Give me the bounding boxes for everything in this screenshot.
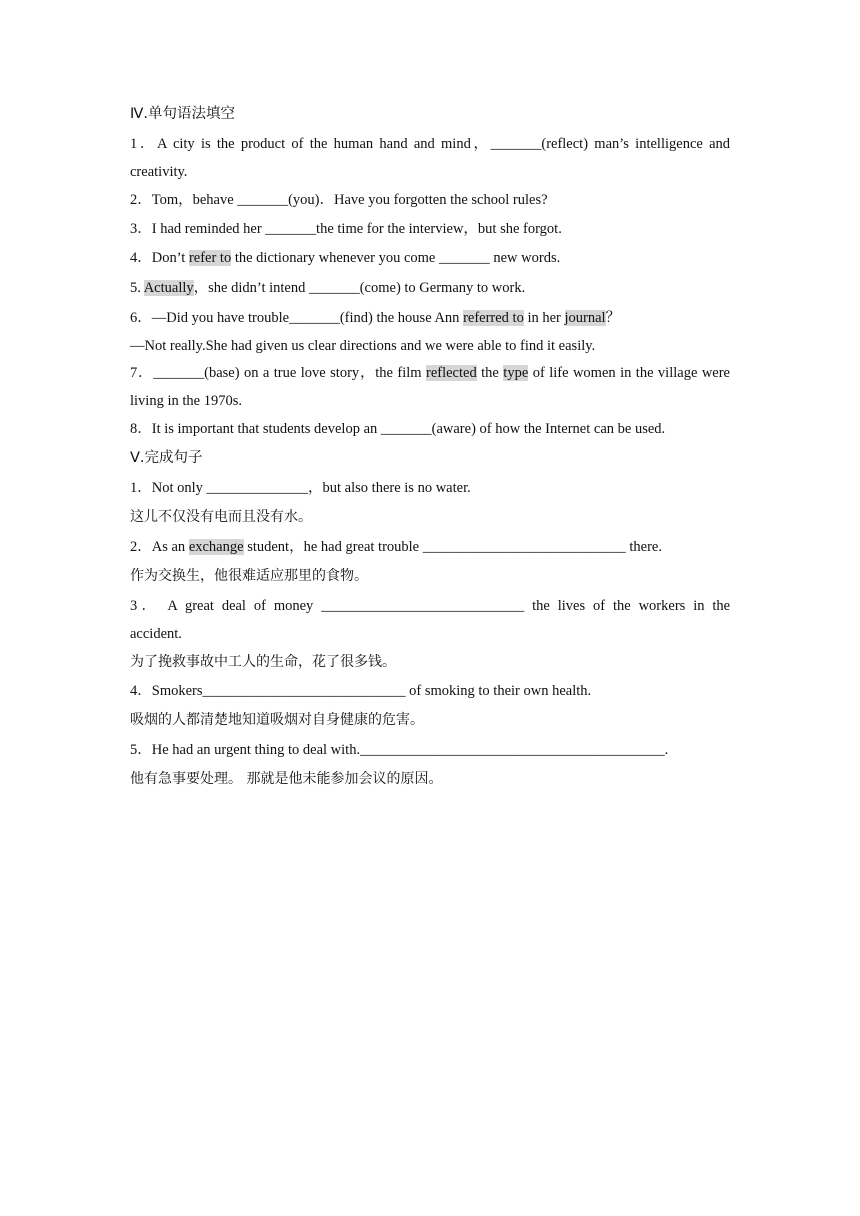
question-5-4-chinese: 吸烟的人都清楚地知道吸烟对自身健康的危害。 bbox=[130, 712, 424, 728]
question-text: . bbox=[664, 742, 669, 758]
highlighted-term: type bbox=[503, 365, 529, 381]
question-4-8 bbox=[130, 415, 730, 443]
question-number: 7． bbox=[130, 365, 154, 381]
question-number: 3． bbox=[130, 598, 161, 614]
question-5-5-chinese: 他有急事要处理。 那就是他未能参加会议的原因。 bbox=[130, 771, 443, 787]
question-word: A bbox=[167, 598, 178, 614]
fill-blank: _______ bbox=[380, 421, 432, 437]
question-number: 5． bbox=[130, 742, 152, 758]
question-word: great bbox=[184, 598, 214, 614]
question-number: 5. bbox=[130, 280, 144, 296]
fill-blank: _______ bbox=[237, 192, 289, 208]
question-4-6 bbox=[130, 304, 730, 332]
question-text: It is important that students develop an bbox=[151, 421, 381, 437]
question-number: 2． bbox=[130, 539, 152, 555]
fill-blank: ______________ bbox=[206, 480, 309, 496]
fill-blank: __________________________________________ bbox=[360, 742, 665, 758]
question-number: 3． bbox=[130, 221, 152, 237]
question-number: 2． bbox=[130, 192, 152, 208]
question-text: Not only bbox=[151, 480, 207, 496]
question-4-4 bbox=[130, 244, 730, 272]
fill-blank: _______ bbox=[153, 365, 205, 381]
question-5-2-chinese: 作为交换生，他很难适应那里的食物。 bbox=[130, 568, 368, 584]
question-4-7 bbox=[130, 359, 730, 387]
question-word: of bbox=[253, 598, 266, 614]
question-word: of bbox=[592, 598, 606, 614]
question-text: ？ bbox=[605, 310, 621, 326]
question-text: (aware) of how the Internet can be used. bbox=[431, 421, 666, 437]
question-5-3-continued: accident. bbox=[130, 626, 182, 642]
section-5-heading: Ⅴ.完成句子 bbox=[130, 450, 203, 466]
question-4-3 bbox=[130, 215, 730, 243]
fill-blank: ____________________________ bbox=[202, 683, 406, 699]
fill-blank: _______ bbox=[490, 136, 542, 152]
question-word: lives bbox=[557, 598, 586, 614]
question-text: Tom，behave bbox=[151, 192, 238, 208]
question-4-7-continued: living in the 1970s. bbox=[130, 393, 242, 409]
question-word: money bbox=[273, 598, 314, 614]
question-text: new words. bbox=[489, 250, 561, 266]
fill-blank: _______ bbox=[289, 310, 340, 326]
highlighted-term: Actually bbox=[143, 280, 194, 296]
section-4-heading: Ⅳ.单句语法填空 bbox=[130, 106, 235, 122]
question-5-3-chinese: 为了挽救事故中工人的生命，花了很多钱。 bbox=[130, 654, 396, 670]
question-text: the bbox=[476, 365, 504, 381]
question-text: of life women in the village were bbox=[528, 365, 730, 381]
fill-blank: _______ bbox=[265, 221, 317, 237]
question-4-6-answer: —Not really.She had given us clear directions and we were able to find it easily. bbox=[130, 338, 596, 354]
question-text: Smokers bbox=[151, 683, 203, 699]
highlighted-term: referred to bbox=[463, 310, 524, 326]
question-word: the bbox=[532, 598, 550, 614]
question-text: (base) on a true love story，the film bbox=[204, 365, 426, 381]
question-text: (you)．Have you forgotten the school rules? bbox=[288, 192, 548, 208]
question-text: (find) the house Ann bbox=[339, 310, 464, 326]
question-word: the bbox=[712, 598, 731, 614]
question-text: ，she didn’t intend bbox=[193, 280, 309, 296]
question-5-4 bbox=[130, 677, 730, 705]
question-4-5 bbox=[130, 274, 730, 302]
question-4-2 bbox=[130, 186, 730, 214]
question-number: 6． bbox=[130, 310, 152, 326]
question-number: 4． bbox=[130, 683, 152, 699]
highlighted-term: reflected bbox=[426, 365, 477, 381]
question-text: —Did you have trouble bbox=[151, 310, 290, 326]
fill-blank: ____________________________ bbox=[422, 539, 626, 555]
question-text: A city is the product of the human hand and mind， bbox=[157, 136, 491, 152]
question-text: I had reminded her bbox=[151, 221, 266, 237]
question-word: workers bbox=[638, 598, 686, 614]
question-text: student，he had great trouble bbox=[243, 539, 423, 555]
question-number: 8． bbox=[130, 421, 152, 437]
question-number: 1． bbox=[130, 480, 152, 496]
question-text: (reflect) man’s intelligence and bbox=[541, 136, 731, 152]
highlighted-term: journal bbox=[564, 310, 606, 326]
question-word: deal bbox=[221, 598, 246, 614]
question-number: 1． bbox=[130, 136, 158, 152]
question-5-5 bbox=[130, 736, 730, 764]
question-text: He had an urgent thing to deal with. bbox=[151, 742, 361, 758]
question-4-1-continued: creativity. bbox=[130, 164, 188, 180]
question-5-1 bbox=[130, 474, 730, 502]
question-text: in her bbox=[523, 310, 565, 326]
question-5-1-chinese: 这儿不仅没有电而且没有水。 bbox=[130, 509, 312, 525]
question-number: 4． bbox=[130, 250, 152, 266]
question-text: of smoking to their own health. bbox=[405, 683, 592, 699]
question-5-3 bbox=[130, 592, 730, 620]
question-text: (come) to Germany to work. bbox=[359, 280, 526, 296]
question-5-2 bbox=[130, 533, 730, 561]
question-text: there. bbox=[625, 539, 662, 555]
question-text: Don’t bbox=[151, 250, 189, 266]
question-text: the dictionary whenever you come bbox=[231, 250, 439, 266]
question-word: in bbox=[693, 598, 705, 614]
question-text: As an bbox=[151, 539, 189, 555]
fill-blank: _______ bbox=[438, 250, 490, 266]
highlighted-term: refer to bbox=[188, 250, 232, 266]
fill-blank: _______ bbox=[308, 280, 360, 296]
fill-blank: ____________________________ bbox=[321, 598, 525, 614]
question-text: ，but also there is no water. bbox=[308, 480, 471, 496]
highlighted-term: exchange bbox=[188, 539, 244, 555]
question-4-1 bbox=[130, 130, 730, 158]
question-word: the bbox=[612, 598, 631, 614]
question-text: the time for the interview，but she forgot. bbox=[316, 221, 562, 237]
